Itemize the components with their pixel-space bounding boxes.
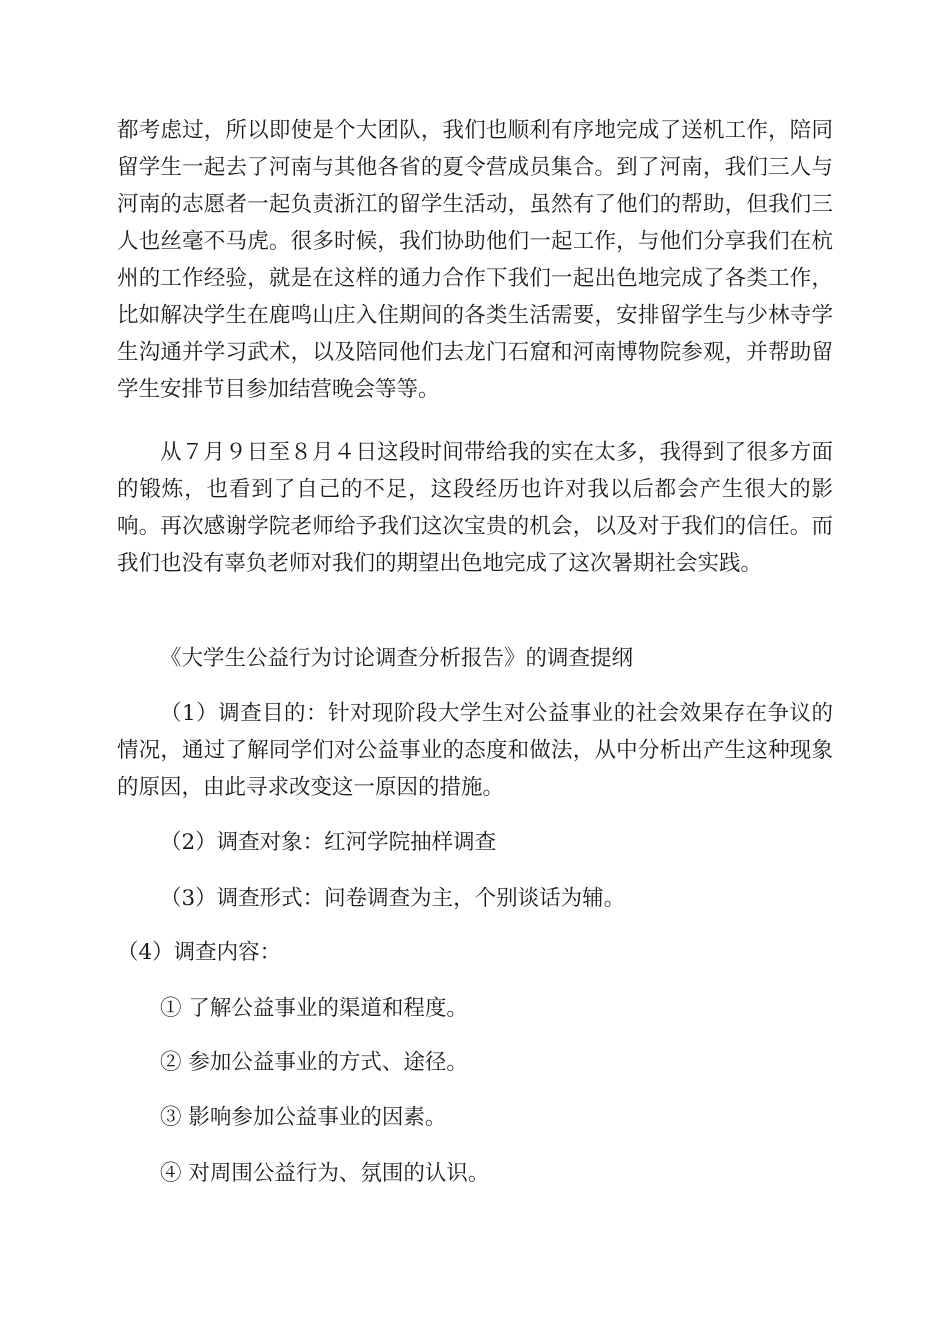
content-list-item: ③ 影响参加公益事业的因素。 bbox=[160, 1105, 447, 1130]
outline-item-subject: （2）调查对象：红河学院抽样调查 bbox=[160, 830, 497, 855]
paragraph-reflection: 从７月９日至８月４日这段时间带给我的实在太多，我得到了很多方面的锻炼，也看到了自己的不足，这段经历也许对我以后都会产生很大的影响。再次感谢学院老师给予我们这次宝贵的机会，以及对于我们的信任。而我们也没有辜负老师对我们的期望出色地完成了这次暑期社会实践。 bbox=[117, 440, 833, 576]
paragraph-volunteer-work: 都考虑过，所以即使是个大团队，我们也顺利有序地完成了送机工作，陪同留学生一起去了河南与其他各省的夏令营成员集合。到了河南，我们三人与河南的志愿者一起负责浙江的留学生活动，虽然有了他们的帮助，但我们三人也丝毫不马虎。很多时候，我们协助他们一起工作，与他们分享我们在杭州的工作经验，就是在这样的通力合作下我们一起出色地完成了各类工作，比如解决学生在鹿鸣山庄入住期间的各类生活需要，安排留学生与少林寺学生沟通并学习武术，以及陪同他们去龙门石窟和河南博物院参观，并帮助留学生安排节目参加结营晚会等等。 bbox=[117, 118, 833, 402]
content-list-item: ④ 对周围公益行为、氛围的认识。 bbox=[160, 1161, 490, 1186]
outline-item-form: （3）调查形式：问卷调查为主，个别谈话为辅。 bbox=[160, 886, 626, 911]
outline-item-purpose: （1）调查目的：针对现阶段大学生对公益事业的社会效果存在争议的情况，通过了解同学们对公益事业的态度和做法，从中分析出产生这种现象的原因，由此寻求改变这一原因的措施。 bbox=[117, 701, 833, 800]
outline-item-content: （4）调查内容： bbox=[117, 940, 282, 965]
outline-title: 《大学生公益行为讨论调查分析报告》的调查提纲 bbox=[160, 646, 634, 671]
content-list-item: ① 了解公益事业的渠道和程度。 bbox=[160, 996, 468, 1021]
content-list-item: ② 参加公益事业的方式、途径。 bbox=[160, 1050, 468, 1075]
